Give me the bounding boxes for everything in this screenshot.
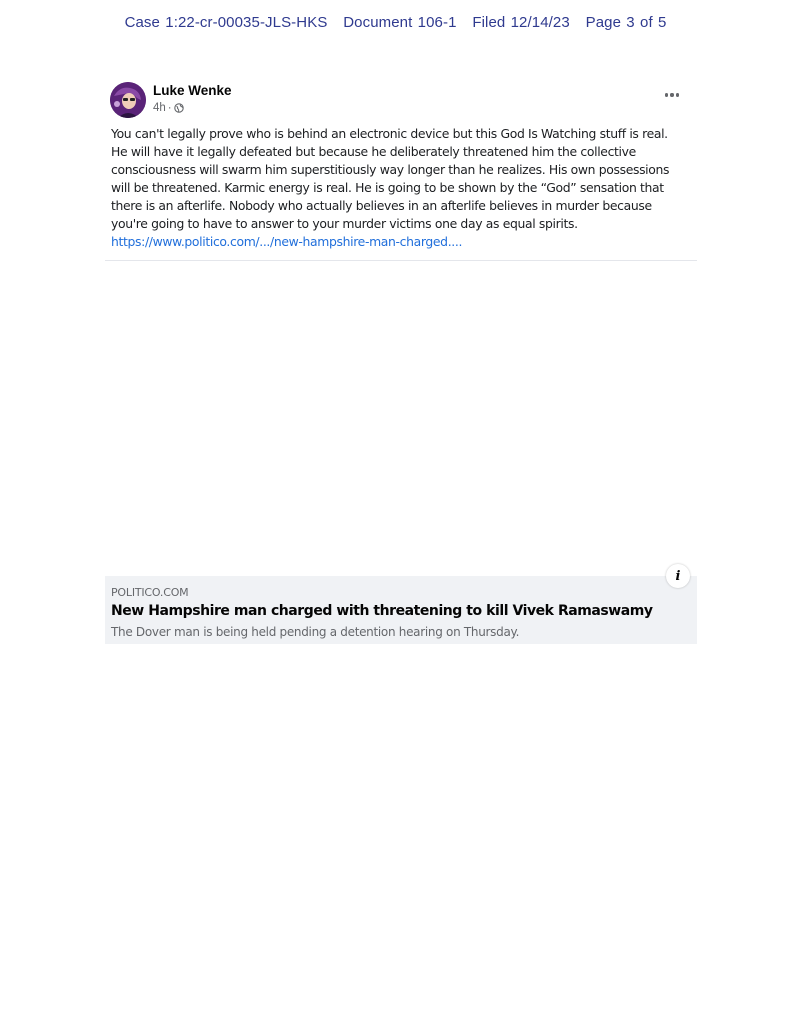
post-timestamp[interactable]: 4h <box>153 102 166 114</box>
post-text-line: consciousness will swarm him superstitiously way longer than he realizes. His own possessions <box>111 162 670 177</box>
post-text-line: you're going to have to answer to your murder victims one day as equal spirits. <box>111 216 578 231</box>
post-meta <box>153 102 184 114</box>
link-card-title[interactable]: New Hampshire man charged with threatening to kill Vivek Ramaswamy <box>111 603 653 619</box>
more-options-icon[interactable] <box>661 88 683 102</box>
meta-separator: · <box>167 102 172 114</box>
post-text-line: He will have it legally defeated but because he deliberately threatened him the collective <box>111 144 636 159</box>
post-author-name[interactable]: Luke Wenke <box>153 83 232 98</box>
post-body <box>111 125 686 251</box>
post-text-line: You can't legally prove who is behind an electronic device but this God Is Watching stuff is real. <box>111 126 668 141</box>
avatar-image <box>110 82 146 118</box>
link-source-domain: POLITICO.COM <box>111 586 189 599</box>
link-preview-card[interactable] <box>105 568 697 644</box>
avatar[interactable] <box>110 82 146 118</box>
info-icon[interactable]: i <box>666 564 690 588</box>
post-text-line: will be threatened. Karmic energy is real. He is going to be shown by the “God” sensation that <box>111 180 664 195</box>
case-document-header: Case 1:22-cr-00035-JLS-HKS Document 106-1 Filed 12/14/23 Page 3 of 5 <box>124 14 667 31</box>
post-article-link[interactable]: https://www.politico.com/.../new-hampshire-man-charged.... <box>111 234 463 249</box>
globe-icon <box>174 103 184 113</box>
link-card-description: The Dover man is being held pending a detention hearing on Thursday. <box>111 625 520 639</box>
post-text-line: there is an afterlife. Nobody who actually believes in an afterlife believes in murder because <box>111 198 652 213</box>
post-divider <box>105 260 697 261</box>
